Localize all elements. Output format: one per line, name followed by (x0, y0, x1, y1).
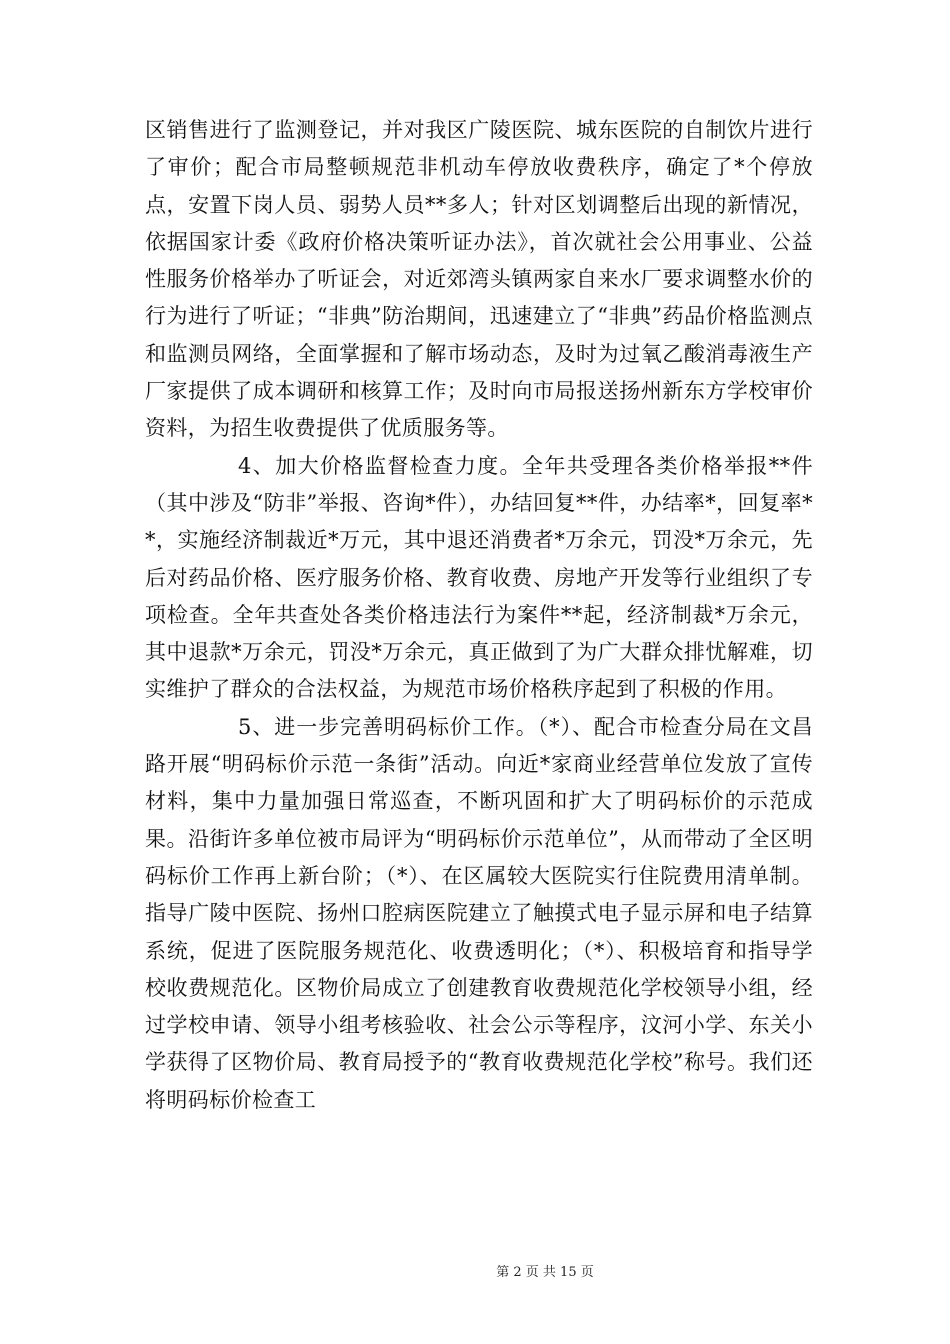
paragraph-continuation: 区销售进行了监测登记，并对我区广陵医院、城东医院的自制饮片进行了审价；配合市局整顿规范非机动车停放收费秩序，确定了*个停放点，安置下岗人员、弱势人员**多人；针对区划调整后出现的新情况，依据国家计委《政府价格决策听证办法》，首次就社会公用事业、公益性服务价格举办了听证会，对近郊湾头镇两家自来水厂要求调整水价的行为进行了听证；“非典”防治期间，迅速建立了“非典”药品价格监测点和监测员网络，全面掌握和了解市场动态，及时为过氧乙酸消毒液生产厂家提供了成本调研和核算工作；及时向市局报送扬州新东方学校审价资料，为招生收费提供了优质服务等。 (145, 118, 813, 441)
page-number-footer: 第 2 页 共 15 页 (496, 1265, 594, 1280)
paragraph-price-labeling: 5、进一步完善明码标价工作。（*）、配合市检查分局在文昌路开展“明码标价示范一条街”活动。向近*家商业经营单位发放了宣传材料，集中力量加强日常巡查，不断巩固和扩大了明码标价的示范成果。沿街许多单位被市局评为“明码标价示范单位”，从而带动了全区明码标价工作再上新台阶；（*）、在区属较大医院实行住院费用清单制。指导广陵中医院、扬州口腔病医院建立了触摸式电子显示屏和电子结算系统，促进了医院服务规范化、收费透明化；（*）、积极培育和指导学校收费规范化。区物价局成立了创建教育收费规范化学校领导小组，经过学校申请、领导小组考核验收、社会公示等程序，汶河小学、东关小学获得了区物价局、教育局授予的“教育收费规范化学校”称号。我们还将明码标价检查工 (145, 714, 813, 1112)
document-body (145, 112, 813, 1119)
paragraph-price-supervision: 4、加大价格监督检查力度。全年共受理各类价格举报**件（其中涉及“防非”举报、咨询*件），办结回复**件，办结率*，回复率**，实施经济制裁近*万元，其中退还消费者*万余元，罚没*万余元，先后对药品价格、医疗服务价格、教育收费、房地产开发等行业组织了专项检查。全年共查处各类价格违法行为案件**起，经济制裁*万余元，其中退款*万余元，罚没*万余元，真正做到了为广大群众排忧解难，切实维护了群众的合法权益，为规范市场价格秩序起到了积极的作用。 (145, 453, 813, 702)
